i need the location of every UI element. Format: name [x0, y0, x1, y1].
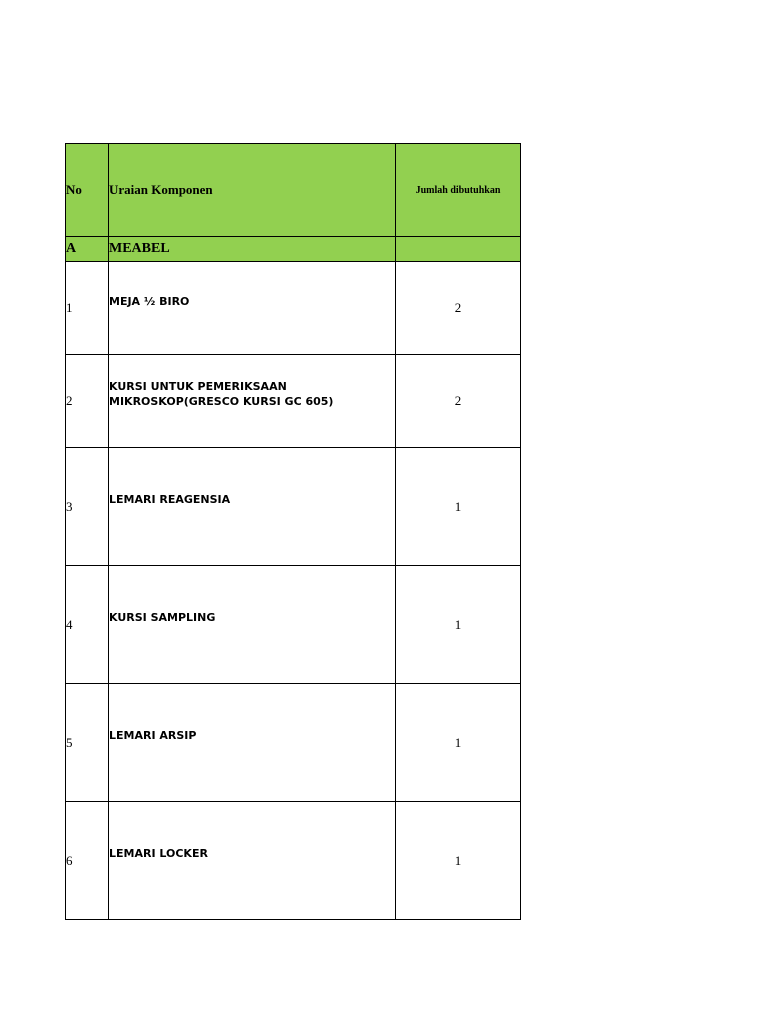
section-row	[66, 237, 521, 262]
row-quantity-cell[interactable]: 2	[396, 355, 521, 448]
section-title-cell[interactable]: MEABEL	[109, 237, 396, 262]
row-quantity-cell[interactable]: 1	[396, 684, 521, 802]
row-quantity-cell[interactable]: 2	[396, 262, 521, 355]
spreadsheet-table	[65, 143, 521, 920]
row-no-cell[interactable]: 4	[66, 566, 109, 684]
table-row	[66, 802, 521, 920]
table-row	[66, 448, 521, 566]
row-description-cell[interactable]	[109, 802, 396, 920]
row-no-cell[interactable]: 2	[66, 355, 109, 448]
table-row	[66, 566, 521, 684]
header-quantity-cell[interactable]: Jumlah dibutuhkan	[396, 144, 521, 237]
row-no-cell[interactable]: 6	[66, 802, 109, 920]
row-description-text: MEJA ½ BIRO	[109, 294, 190, 308]
row-description-text: KURSI SAMPLING	[109, 611, 216, 624]
header-no-cell[interactable]: No	[66, 144, 109, 237]
header-row	[66, 144, 521, 237]
row-description-cell[interactable]	[109, 448, 396, 566]
table-row	[66, 262, 521, 355]
row-quantity-cell[interactable]: 1	[396, 448, 521, 566]
row-description-cell[interactable]	[109, 355, 396, 448]
section-letter-cell[interactable]: A	[66, 237, 109, 262]
row-no-cell[interactable]: 5	[66, 684, 109, 802]
row-description-cell[interactable]	[109, 684, 396, 802]
row-description-text: LEMARI LOCKER	[109, 847, 208, 860]
table-row	[66, 684, 521, 802]
row-quantity-cell[interactable]: 1	[396, 566, 521, 684]
row-description-text: LEMARI REAGENSIA	[109, 493, 231, 506]
row-description-text: LEMARI ARSIP	[109, 729, 197, 742]
row-no-cell[interactable]: 1	[66, 262, 109, 355]
section-empty-cell[interactable]	[396, 237, 521, 262]
row-quantity-cell[interactable]: 1	[396, 802, 521, 920]
row-description-text: KURSI UNTUK PEMERIKSAAN MIKROSKOP(GRESCO KURSI GC 605)	[109, 380, 334, 408]
header-description-cell[interactable]: Uraian Komponen	[109, 144, 396, 237]
row-no-cell[interactable]: 3	[66, 448, 109, 566]
table-row	[66, 355, 521, 448]
row-description-cell[interactable]	[109, 262, 396, 355]
row-description-cell[interactable]	[109, 566, 396, 684]
